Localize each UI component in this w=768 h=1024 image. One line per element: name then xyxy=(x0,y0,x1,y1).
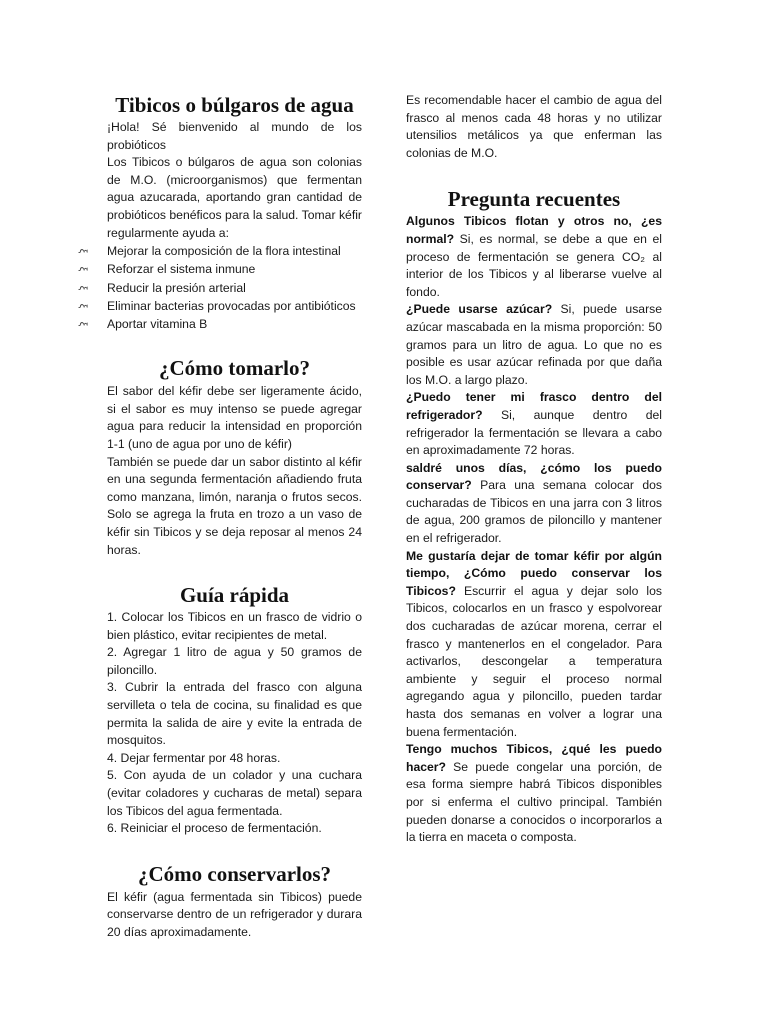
intro-description: Los Tibicos o búlgaros de agua son colonias de M.O. (microorganismos) que fermentan agua azucarada, aportando gran cantidad de probióticos benéficos para la salud. Tomar kéfir regularmente ayuda a: xyxy=(107,155,362,240)
step-item: 6. Reiniciar el proceso de fermentación. xyxy=(107,821,322,836)
conservarlos-paragraph: El kéfir (agua fermentada sin Tibicos) puede conservarse dentro de un refrigerador y durara 20 días aproximadamente. xyxy=(107,889,362,940)
faq-item xyxy=(406,389,662,459)
title-tibicos: Tibicos o búlgaros de agua xyxy=(115,93,354,117)
left-column xyxy=(77,0,362,942)
faq-answer: Si, es normal, se debe a que en el proceso de fermentación se genera CO₂ al interior de los Tibicos y al liberarse vuelve al fondo. xyxy=(406,231,662,299)
benefit-item: ξ Reducir la presión arterial xyxy=(77,280,246,295)
faq-item xyxy=(406,741,662,847)
bullet-icon: ξ xyxy=(77,321,89,327)
quick-guide-steps xyxy=(107,609,362,838)
faq-question: saldré unos días, ¿cómo los puedo conservar? xyxy=(406,460,662,493)
benefit-item: ξ Mejorar la composición de la flora intestinal xyxy=(77,244,341,259)
tomarlo-paragraph-2: También se puede dar un sabor distinto al kéfir en una segunda fermentación añadiendo fruta como manzana, limón, naranja o frutos secos. Solo se agrega la fruta en trozo a un vaso de kéfir sin Tibicos y se deja reposar al menos 24 horas. xyxy=(107,454,362,557)
step-item: 5. Con ayuda de un colador y una cuchara (evitar coladores y cucharas de metal) separa los Tibicos del agua fermentada. xyxy=(107,768,362,818)
step-item: 1. Colocar los Tibicos en un frasco de vidrio o bien plástico, evitar recipientes de metal. xyxy=(107,610,362,642)
faq-answer: Para una semana colocar dos cucharadas de Tibicos en una jarra con 3 litros de agua, 200 gramos de piloncillo y mantener en el refrigerador. xyxy=(406,478,662,546)
title-guia-rapida: Guía rápida xyxy=(179,583,290,608)
benefits-list xyxy=(77,242,362,333)
benefit-item: ξ Aportar vitamina B xyxy=(77,316,208,331)
faq-answer: Escurrir el agua y dejar solo los Tibicos, colocarlos en un frasco y espolvorear dos cucharadas de azúcar morena, cerrar el frasco y mantenerlos en el congelador. Para activarlos, descongelar a temperatura ambiente y seguir el proceso normal agregando agua y piloncillo, pueden tardar hasta dos semanas en volver a lograr una buena fermentación. xyxy=(406,583,662,739)
bullet-icon: ξ xyxy=(77,285,89,290)
faq-answer: Si, puede usarse azúcar mascabada en la misma proporción: 50 gramos para un litro de agua. Lo que no es posible es usar azúcar refinada por que daña los M.O. a largo plazo. xyxy=(406,302,662,387)
faq-question: Me gustaría dejar de tomar kéfir por algún tiempo, ¿Cómo puedo conservar los Tibicos? xyxy=(406,548,662,598)
water-change-paragraph: Es recomendable hacer el cambio de agua del frasco al menos cada 48 horas y no utilizar utensilios metálicos ya que enferman las colonias de M.O. xyxy=(406,93,662,160)
title-como-conservarlos: ¿Cómo conservarlos? xyxy=(137,861,332,886)
title-como-tomarlo: ¿Cómo tomarlo? xyxy=(158,356,311,381)
faq-answer: Si, aunque dentro del refrigerador la fermentación se llevara a cabo en aproximadamente 72 horas. xyxy=(406,407,662,458)
faq-item xyxy=(406,460,662,548)
faq-question: ¿Puedo tener mi frasco dentro del refrigerador? xyxy=(406,390,662,422)
faq-question: Tengo muchos Tibicos, ¿qué les puedo hacer? xyxy=(406,742,662,774)
right-column xyxy=(406,0,662,847)
intro-greeting: ¡Hola! Sé bienvenido al mundo de los probióticos xyxy=(107,120,362,152)
bullet-icon: ξ xyxy=(77,267,89,272)
step-item: 3. Cubrir la entrada del frasco con alguna servilleta o tela de cocina, su finalidad es que permita la salida de aire y evite la entrada de mosquitos. xyxy=(107,680,362,748)
faq-item xyxy=(406,548,662,742)
benefit-item: ξ Reforzar el sistema inmune xyxy=(77,262,256,277)
tomarlo-paragraph-1: El sabor del kéfir debe ser ligeramente ácido, si el sabor es muy intenso se puede agregar agua para reducir la intensidad en proporción 1-1 (uno de agua por uno de kéfir) xyxy=(107,384,362,451)
bullet-icon: ξ xyxy=(77,248,89,254)
benefit-item: ξ Eliminar bacterias provocadas por antibióticos xyxy=(77,298,356,313)
title-preguntas: Pregunta recuentes xyxy=(447,187,621,212)
step-item: 2. Agregar 1 litro de agua y 50 gramos de piloncillo. xyxy=(107,645,362,677)
faq-question: ¿Puede usarse azúcar? xyxy=(406,302,553,317)
faq-item xyxy=(406,213,662,301)
faq-item xyxy=(406,301,662,389)
faq-answer: Se puede congelar una porción, de esa forma siempre habrá Tibicos disponibles por si enferma el cultivo principal. También pueden donarse a conocidos o incorporarlos a la tierra en maceta o composta. xyxy=(406,759,662,845)
bullet-icon: ξ xyxy=(77,303,89,309)
step-item: 4. Dejar fermentar por 48 horas. xyxy=(107,750,281,765)
faq-question: Algunos Tibicos flotan y otros no, ¿es normal? xyxy=(406,214,662,246)
